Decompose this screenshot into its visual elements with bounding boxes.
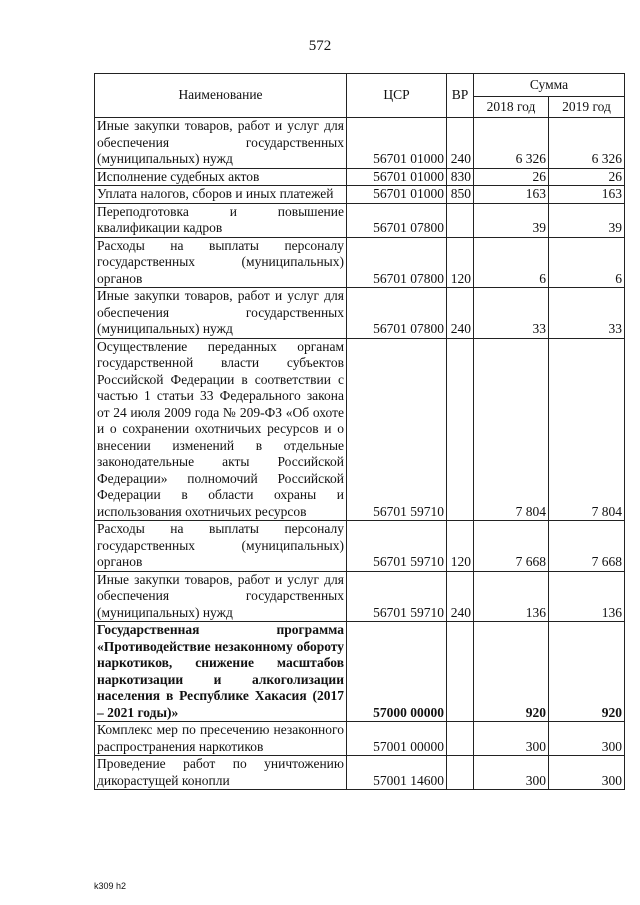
row-sum-2019: 7 804	[549, 338, 625, 521]
row-sum-2018: 26	[474, 168, 549, 186]
row-name: Государственная программа «Противодействие незаконному обороту наркотиков, снижение масштабов наркотизации и алкоголизации населения в Республике Хакасия (2017 – 2021 годы)»	[95, 622, 347, 722]
table-row	[95, 622, 625, 722]
row-sum-2019: 300	[549, 756, 625, 790]
row-csr: 57000 00000	[347, 622, 447, 722]
row-name: Иные закупки товаров, работ и услуг для обеспечения государственных (муниципальных) нужд	[95, 288, 347, 339]
row-vr	[447, 203, 474, 237]
row-sum-2019: 136	[549, 571, 625, 622]
table-row	[95, 168, 625, 186]
row-name: Проведение работ по уничтожению дикорастущей конопли	[95, 756, 347, 790]
header-year-2019: 2019 год	[549, 96, 625, 118]
row-csr: 56701 07800	[347, 237, 447, 288]
row-sum-2019: 920	[549, 622, 625, 722]
row-csr: 56701 59710	[347, 571, 447, 622]
row-sum-2018: 300	[474, 756, 549, 790]
row-sum-2019: 300	[549, 722, 625, 756]
row-sum-2019: 39	[549, 203, 625, 237]
table-row	[95, 203, 625, 237]
row-vr: 240	[447, 288, 474, 339]
row-sum-2019: 33	[549, 288, 625, 339]
header-year-2018: 2018 год	[474, 96, 549, 118]
row-csr: 56701 59710	[347, 521, 447, 572]
row-sum-2018: 7 804	[474, 338, 549, 521]
row-sum-2019: 6	[549, 237, 625, 288]
row-sum-2019: 163	[549, 186, 625, 204]
row-csr: 57001 00000	[347, 722, 447, 756]
row-sum-2019: 26	[549, 168, 625, 186]
row-csr: 56701 01000	[347, 168, 447, 186]
table-row	[95, 722, 625, 756]
row-vr: 120	[447, 521, 474, 572]
row-csr: 56701 07800	[347, 203, 447, 237]
row-sum-2018: 136	[474, 571, 549, 622]
table-row	[95, 756, 625, 790]
row-csr: 56701 01000	[347, 118, 447, 169]
table-row	[95, 118, 625, 169]
page-number: 572	[308, 38, 332, 54]
row-vr: 830	[447, 168, 474, 186]
row-name: Уплата налогов, сборов и иных платежей	[95, 186, 347, 204]
row-name: Исполнение судебных актов	[95, 168, 347, 186]
row-vr: 850	[447, 186, 474, 204]
table-row	[95, 186, 625, 204]
row-csr: 56701 01000	[347, 186, 447, 204]
budget-table	[94, 73, 625, 790]
row-sum-2018: 6	[474, 237, 549, 288]
footer-code: k309 h2	[94, 881, 127, 891]
row-vr: 240	[447, 571, 474, 622]
row-csr: 56701 07800	[347, 288, 447, 339]
header-vr: ВР	[447, 74, 474, 118]
row-csr: 56701 59710	[347, 338, 447, 521]
table-row	[95, 288, 625, 339]
row-vr	[447, 622, 474, 722]
row-vr: 120	[447, 237, 474, 288]
row-sum-2019: 7 668	[549, 521, 625, 572]
header-name: Наименование	[95, 74, 347, 118]
row-sum-2019: 6 326	[549, 118, 625, 169]
row-sum-2018: 300	[474, 722, 549, 756]
row-sum-2018: 39	[474, 203, 549, 237]
row-sum-2018: 6 326	[474, 118, 549, 169]
row-name: Переподготовка и повышение квалификации кадров	[95, 203, 347, 237]
row-name: Расходы на выплаты персоналу государственных (муниципальных) органов	[95, 237, 347, 288]
row-vr	[447, 722, 474, 756]
row-name: Осуществление переданных органам государственной власти субъектов Российской Федерации в соответствии с частью 1 статьи 33 Федерального закона от 24 июля 2009 года № 209-ФЗ «Об охоте и о сохранении охотничьих ресурсов и о внесении изменений в отдельные законодательные акты Российской Федерации» полномочий Российской Федерации в области охраны и использования охотничьих ресурсов	[95, 338, 347, 521]
row-name: Расходы на выплаты персоналу государственных (муниципальных) органов	[95, 521, 347, 572]
table-row	[95, 571, 625, 622]
row-name: Иные закупки товаров, работ и услуг для обеспечения государственных (муниципальных) нужд	[95, 571, 347, 622]
table-row	[95, 237, 625, 288]
table-row	[95, 521, 625, 572]
header-sum: Сумма	[474, 74, 625, 97]
row-vr: 240	[447, 118, 474, 169]
row-sum-2018: 163	[474, 186, 549, 204]
row-sum-2018: 920	[474, 622, 549, 722]
row-csr: 57001 14600	[347, 756, 447, 790]
row-sum-2018: 7 668	[474, 521, 549, 572]
row-sum-2018: 33	[474, 288, 549, 339]
table-row	[95, 338, 625, 521]
row-name: Комплекс мер по пресечению незаконного распространения наркотиков	[95, 722, 347, 756]
header-csr: ЦСР	[347, 74, 447, 118]
row-vr	[447, 756, 474, 790]
row-name: Иные закупки товаров, работ и услуг для обеспечения государственных (муниципальных) нужд	[95, 118, 347, 169]
row-vr	[447, 338, 474, 521]
